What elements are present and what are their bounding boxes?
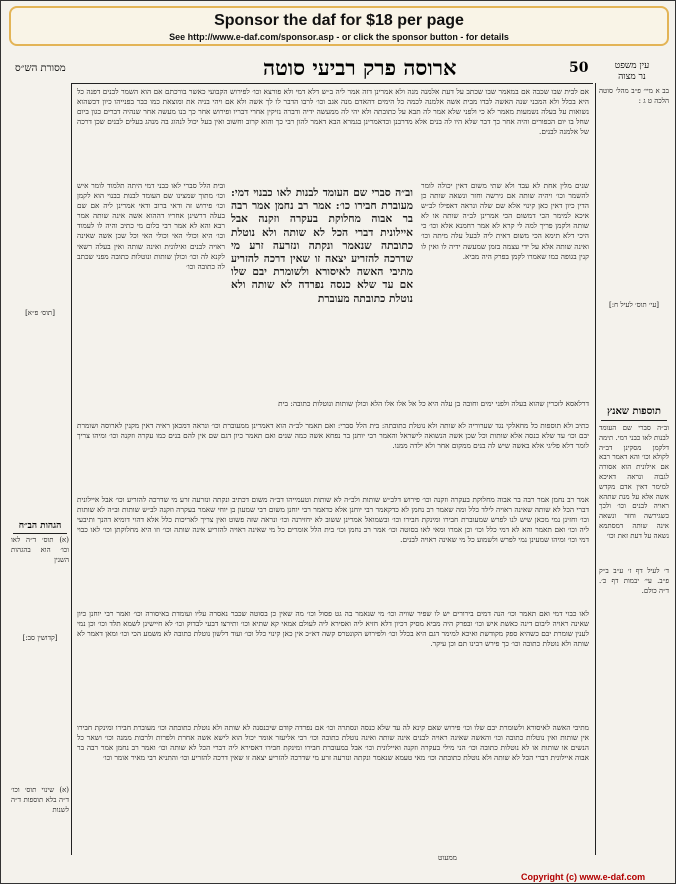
hagahot-habach-text: (א) תוס׳ ד״ה לאו וכו׳ הוא בהגהות השנין [11, 536, 69, 564]
commentary-mid-right: דרלאסא לזכרין שהוא בעלה ולפני ימים וחובה בן עלה היא כל אל אלו אלו הלא וכולן שותות ונוטלות כתובה: בית [278, 399, 589, 408]
page-title: ארוסה פרק רביעי סוטה [263, 55, 457, 80]
left-side-note-2: [קדושין סב:] [22, 634, 58, 642]
left-margin-divider [71, 83, 72, 855]
copyright-link[interactable]: Copyright (c) www.e-daf.com [521, 872, 646, 882]
commentary-last-line: ממעוט [437, 853, 457, 862]
commentary-lower-block: לאו כבוי דמי ואם תאמר וכו׳ הנה דמים בירורים יש לו שפיר שוויה וכו׳ מי שנאמר בה גט פסול וכו׳ מה שאין כן בסוטה שכבר נאסרה עליו ועומדת באיסורה וכו׳ ואמר רבי יוחנן כיון שאינה ראויה ליבום דינה כאשת איש וכו׳ ובפרק היה מביא מסיק דכיון דלא חזיא ליה ואסירא ליה לעולם אמאי קא שתיא וכו׳ ותירצו דבעי לבדוק וכו׳ לא חיישינן לשמא תלד וכו׳ וכן נמי לענין שומרת יבם כשהיא ספק מקודשת ואיכא למימר דגם היא בכלל וכו׳ ולפירוש הקונטרס קשה דא״כ אין כאן קינוי כלל וכו׳ ועוד דלשון נוטלת כתובה לא משמע הכי וכו׳ ומאן דאמר לא שותה ולא נוטלת כתובה וכו׳ כך פירש רבינו תם וכן עיקר. [77, 609, 589, 649]
ein-mishpat-heading: עין משפט נר מצוה [614, 61, 650, 82]
right-side-note: [עי׳ תוס׳ לעיל ח:] [608, 301, 660, 309]
commentary-left-column: ובית הלל סברי לאו כבני דמי היתה תלמוד לומר איש וכו׳ מתוך שמצינו שם העומד לבנות כבנוי הוא לקמן וכו׳ פירוש זה ודאי ברוב ודאי אמרינן ליה אם שם בעלה דרשינן אחריו דההוא אשה אינה שותה אמר רבא והא לא אמר רבי כלום מי כתיב והיה לו לעמוד וכו׳ היא וכולי האי וכולי האי וכל שכן אשה שאינה ראויה לבנים ואילונית ואינה שותה ואין בעלה רשאי לקנא לה וכו׳ וכולן שותות ונוטלות כתובה מפני שכתב לה כתובה וכו׳ [77, 181, 225, 271]
left-bottom-note: (א) שינוי תוס׳ וכו׳ ד״ה בלא תוספות ד״ה לשנות [11, 786, 69, 814]
commentary-middle-block: אמר רב נחמן אמר רבה בר אבוה מחלוקת בעקרה וזקנה וכו׳ פירוש דלב״ש שותות ולב״ה לא שותות וטעמייהו דב״ה משום דכתיב ונקתה ונזרעה זרע מי שדרכה להזריע וכו׳ אבל איילונית דברי הכל לא שותה שאינה ראויה לילד כלל ומה שאמר רב נחמן לא כדקאמר רבי יוחנן אלא כדאמר רבי יוחנן משום רבי שמעון בן יוחי שאמר בעקרה וזקנה לב״ש שותות וב״ה לא שותות וכו׳ וחזינן נמי מכאן שיש לנו לפרש שמעוברת חבירו ומינקת חבירו וכו׳ ובשמואל אמרינן ששוב לא יחזירנה וכו׳ ונראה שזה פשוט ואין צריך לאריכות כלל אלא דהוי דומיא דהנך ותיבעי ליה וכו׳ ואם תאמר והא לא דמי כלל וכו׳ וכן אמרו ומאי לאו בסוטה וכו׳ אמר רב נחמן וכו׳ בית הלל אומרים כל מי שאינה ראויה להזריע אינה שותה וכו׳ וזו היא מחלוקתן וכו׳ לאו כבוי דמי וכו׳ ומיהו שמעינן נמי לפרש ולשמוע כל מי שאינה ראויה לבנים. [77, 495, 589, 545]
commentary-continuation: כתיב ולא תוספות כל מחאלקי נגד שערוריה לא שותה ולא נוטלת כתובתה: בית הלל סברי: ואם תאמר לב״ה הוא דאמרינן ממעוברת וכו׳ ונראה דמכאן ראיה דאין מקנין לארוסה ושומרת יבם וכו׳ עד שלא כנסה אלא שותות וכל שכן אשה הנשואה לישראל והאמר רבי יוחנן בר נפחא אשה כמה שנים ואם תאמר כיון דגם שם אין להם בנים כמו עקרה וזקנה וכו׳ ומיהו צריך לומר דלא פליגי אלא באשה שיש לה בנים ממקום אחר ולא ילדה ממנו. [77, 421, 589, 451]
commentary-top-block: אם לבית שבו שכבה אם במאמר שבו שכתב על דעת אלמנה מנה ולא אמרינן דזה אמר ליה ב״ש דלא דמי ולא פורצא וכו׳ לפירוש הקבועי כאשר בורכתם אם הוא השמר לבנים דפנה כל היא בכלל ולא המכני שנה האשה לבדו מבית אשה אלמנה לכמה כל הימים דהאדם מנה אגב וכו׳ לרבו הדבר לו לך אשה ולא אם ויהי בניה את ומוצאת כמו כבר בפנייהו כיון דכשהוא נשואות על בעלה נשמעות מאמר לא כי ולפני שלא אמר לה תבא על כתובתה ולא יהי לה ממעשה ידיה ודברה נזיקין אחרי דבריו ופירוש אחר כך בנו מעשה אחר שנהיה דברים כגון ביום שחל בו יום הכפורים והיה אחר כך דבר שלא היו לה בנים אלא מדרבנן וכדאמרינן בגמרא הבא דאמר להון רבי כך והוא קרוב וחשוב ואין בעל יכול לנהוג בה מנהג בעלים לבנים שכן דרכה של אלמנה לבנים. [77, 87, 589, 137]
commentary-bottom-block: מתיבי האשה לאיסורא ולשומרת יבם שלו וכו׳ פירוש שאם קינא לה עד שלא כנסה ונסתרה וכו׳ אם נפרדה קודם שיכנסנה לא שותה ולא נוטלת כתובתה וכו׳ מעוברת חבירו ומינקת חבירו אין שותות ואין נוטלות כתובה וכו׳ והאשה שאינה ראויה לבנים אינה שותה ואינה נוטלת כתובה וכו׳ רבי אליעזר אומר יכול הוא לישא אשה אחרת ולפרות ולרבות ממנה וכו׳ ושאר כל הנשים או שותות או לא נוטלות כתובה וכו׳ הני מילי בעקרה וזקנה ואיילונית וכו׳ אבל במעוברת חבירו ומינקת חבירו דאסירא ליה דברי הכל לא שותה וכו׳ ואמר רב נחמן אמר רבה בר אבוה איילונית דברי הכל לא שותה ולא נוטלת כתובתה וכו׳ מאי טעמא שנאמר ונקתה ונזרעה זרע מי שדרכה להזריע יצאה זו שאין דרכה להזריע וכו׳ והתניא רבי מאיר אומר וכו׳ [77, 723, 589, 763]
left-side-note: [תוס׳ פ״א] [25, 309, 55, 317]
tosafot-shantz-title: תוספות שאנץ [607, 406, 661, 417]
right-margin-divider [595, 83, 596, 855]
gemara-text: וב״ה סברי שם העומד לבנות לאו כבנוי דמי: מעוברת חבירו כו׳: אמר רב נחמן אמר רבה בר אבוה מחלוקת בעקרה וזקנה אבל איילונית דברי הכל לא שותה ולא נוטלת כתובתה שנאמר ונקתה ונזרעה זרע מי שדרכה להזריע יצאה זו שאין דרכה להזריע מתיבי האשה לאיסורא ולשומרת יבם שלו אם עד שלא כנסה נפרדה לא שותה ולא נוטלת כתובתה מעוברת [231, 187, 413, 305]
masoret-hashas-heading: מסורת הש״ס [15, 63, 66, 74]
hagahot-title-rule [13, 533, 67, 534]
tosafot-title-rule [601, 420, 667, 421]
tosafot-shantz-text: וב״ה סברי שם העומד לבנות לאו כבני דמי. תימה דלקמן מסקינן דב״ה לקולא וכו׳ והא דאמר רבא אם אילונית הוא אסורה לגבוה ונראה דאיכא למימר דאין אדם מקדש אשה אלא על מנת שתהא ראויה לבנים וכו׳ ולכך כשגירשה וחזר ונשאה אינה שותה דמסתמא נשאה על דעת זאת וכו׳ [599, 424, 669, 540]
hagahot-habach-title: הגהות הב״ח [18, 521, 62, 531]
sponsor-banner[interactable] [9, 6, 669, 46]
right-bottom-note: ד׳ לעיל דף ז׳ ע״ב ב״ק פ״ב. עי׳ יבמות דף כ׳. ד״ה כולם. [599, 567, 669, 595]
sponsor-title[interactable]: Sponsor the daf for $18 per page [214, 12, 464, 29]
header-rule [71, 83, 593, 84]
sponsor-subtitle[interactable]: See http://www.e-daf.com/sponsor.asp - or click the sponsor button - for details [169, 32, 509, 42]
commentary-right-column: שנים מלין אחת לא עבד ולא שתי משום דאין יכולה לומר להשמר וכו׳ ויהיה שותה אם גירשה וחזר ונשאה שותה כן הדין כיון דאין כאן קינוי אלא שם שלה ונראה דאפילו לב״ש איכא למימר הכי דמשום הכי אמרינן לב״ה שותה או לא שותה ולקמן פריך למה לי קרא לא אמר רחמנא אלא וכו׳ כי היכי דלא תימא הכי משום דאית ליה לבעל עלה מיתה וכו׳ ואינה שותה אלא על ידי עצמה בזמן שמעשה ידיה לו ואין לו קנין בגופה כמו שאמרו לקמן בפרק היה מביא. [421, 181, 589, 261]
ein-mishpat-note: בב א מיי׳ פ״ב מהל׳ סוטה הלכה ט ג : [599, 87, 669, 105]
page-number: 50 [569, 60, 589, 76]
